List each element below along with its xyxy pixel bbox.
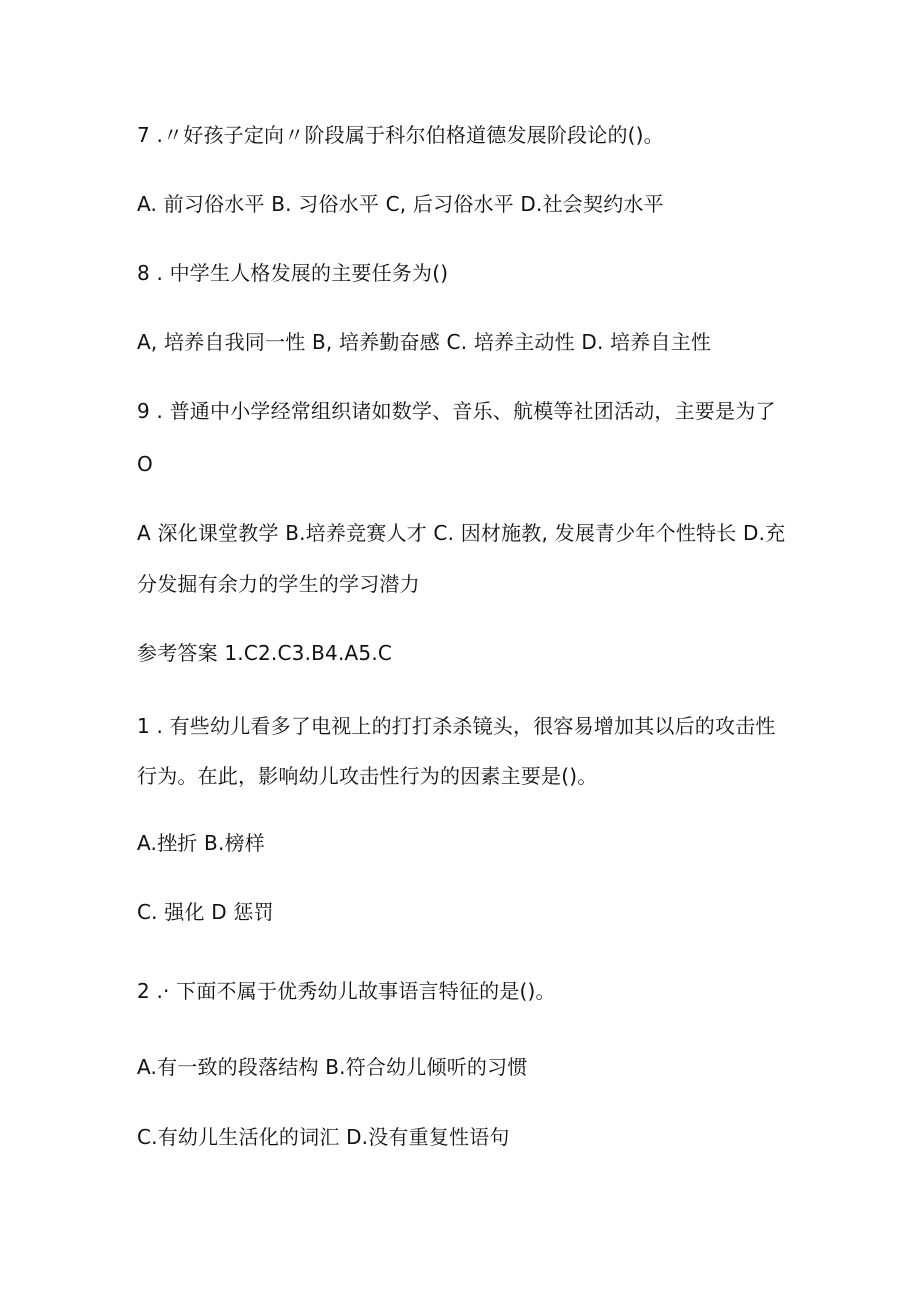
question-9-stem: 9 . 普通中小学经常组织诸如数学、音乐、航模等社团活动，主要是为了	[137, 399, 776, 423]
question-8-stem: 8 . 中学生人格发展的主要任务为()	[137, 261, 449, 285]
answer-key: 参考答案 1.C2.C3.B4.A5.C	[137, 641, 393, 665]
question-2-options-ab: A.有一致的段落结构 B.符合幼儿倾听的习惯	[137, 1055, 528, 1079]
question-2-stem: 2 .· 下面不属于优秀幼儿故事语言特征的是()。	[137, 979, 556, 1003]
question-9-options-continued: 分发掘有余力的学生的学习潜力	[137, 572, 420, 596]
question-1-options-cd: C. 强化 D 惩罚	[137, 900, 274, 924]
question-9-options: A 深化课堂教学 B.培养竞赛人才 C. 因材施教, 发展青少年个性特长 D.充	[137, 521, 786, 545]
question-8-options: A, 培养自我同一性 B, 培养勤奋感 C. 培养主动性 D. 培养自主性	[137, 330, 712, 354]
question-1-stem: 1 . 有些幼儿看多了电视上的打打杀杀镜头，很容易增加其以后的攻击性	[137, 714, 776, 738]
question-1-options-ab: A.挫折 B.榜样	[137, 831, 265, 855]
question-7-stem: 7 .〃好孩子定向〃阶段属于科尔伯格道德发展阶段论的()。	[137, 123, 664, 147]
question-7-options: A. 前习俗水平 B. 习俗水平 C, 后习俗水平 D.社会契约水平	[137, 192, 664, 216]
question-2-options-cd: C.有幼儿生活化的词汇 D.没有重复性语句	[137, 1125, 510, 1149]
question-9-stem-continued: O	[137, 452, 153, 476]
question-1-stem-continued: 行为。在此，影响幼儿攻击性行为的因素主要是()。	[137, 764, 598, 788]
